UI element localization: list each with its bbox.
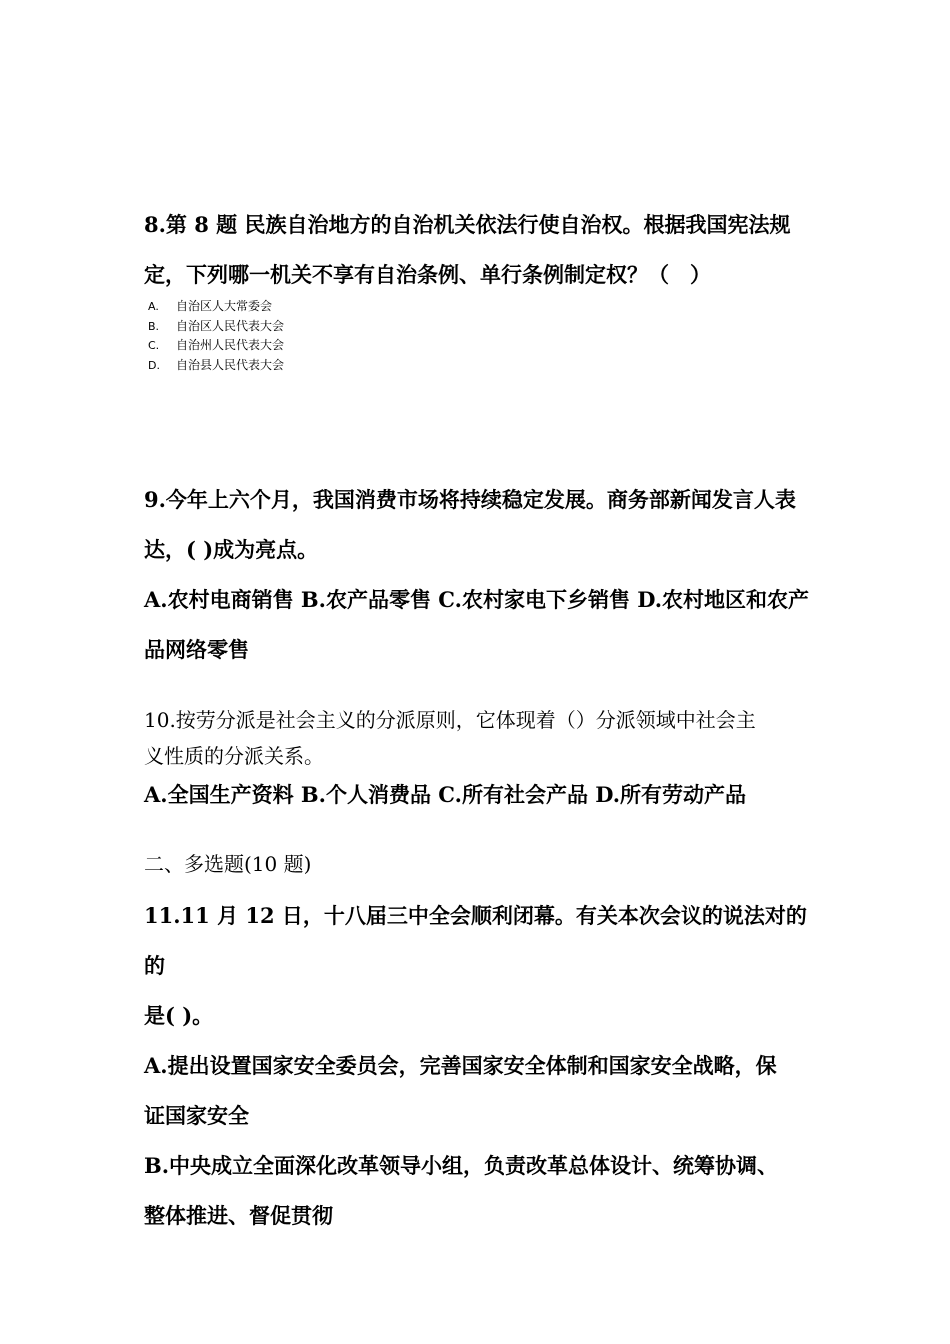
question-10-options — [144, 770, 814, 820]
option-c: C. 自治州人民代表大会 — [148, 338, 285, 352]
question-10-line-1: 10.按劳分派是社会主义的分派原则，它体现着（）分派领域中社会主 — [144, 708, 756, 732]
question-8 — [144, 200, 814, 300]
question-11-line-6: 整体推进、督促贯彻 — [144, 1203, 333, 1228]
question-11-line-3: A.提出设置国家安全委员会，完善国家安全体制和国家安全战略，保 — [144, 1053, 777, 1078]
question-8-options — [148, 297, 818, 375]
question-9-line-2: 达，( )成为亮点。 — [144, 537, 319, 562]
question-10-line-3: A.全国生产资料 B.个人消费品 C.所有社会产品 D.所有劳动产品 — [144, 782, 747, 807]
option-b: B. 自治区人民代表大会 — [148, 318, 285, 333]
option-a: A. 自治区人大常委会 — [148, 299, 273, 313]
question-9-line-4: 品网络零售 — [144, 637, 249, 662]
question-9-line-3: A.农村电商销售 B.农产品零售 C.农村家电下乡销售 D.农村地区和农产 — [144, 587, 810, 612]
question-8-line-2: 定，下列哪一机关不享有自治条例、单行条例制定权？（ ） — [144, 262, 711, 287]
option-d: D. 自治县人民代表大会 — [148, 357, 285, 372]
question-9-line-1: 9.今年上六个月，我国消费市场将持续稳定发展。商务部新闻发言人表 — [144, 487, 796, 512]
question-11-line-2: 是( )。 — [144, 1003, 214, 1028]
question-9 — [144, 475, 814, 675]
question-11-line-4: 证国家安全 — [144, 1103, 249, 1128]
question-11 — [144, 891, 814, 1241]
question-10-line-2: 义性质的分派关系。 — [144, 744, 324, 768]
question-8-line-1: 8.第 8 题 民族自治地方的自治机关依法行使自治权。根据我国宪法规 — [144, 212, 791, 237]
question-10 — [144, 702, 814, 774]
section-heading: 二、多选题(10 题) — [144, 852, 312, 876]
question-11-line-1: 11.11 月 12 日，十八届三中全会顺利闭幕。有关本次会议的说法对的的 — [144, 903, 807, 978]
question-11-line-5: B.中央成立全面深化改革领导小组，负责改革总体设计、统筹协调、 — [144, 1153, 779, 1178]
